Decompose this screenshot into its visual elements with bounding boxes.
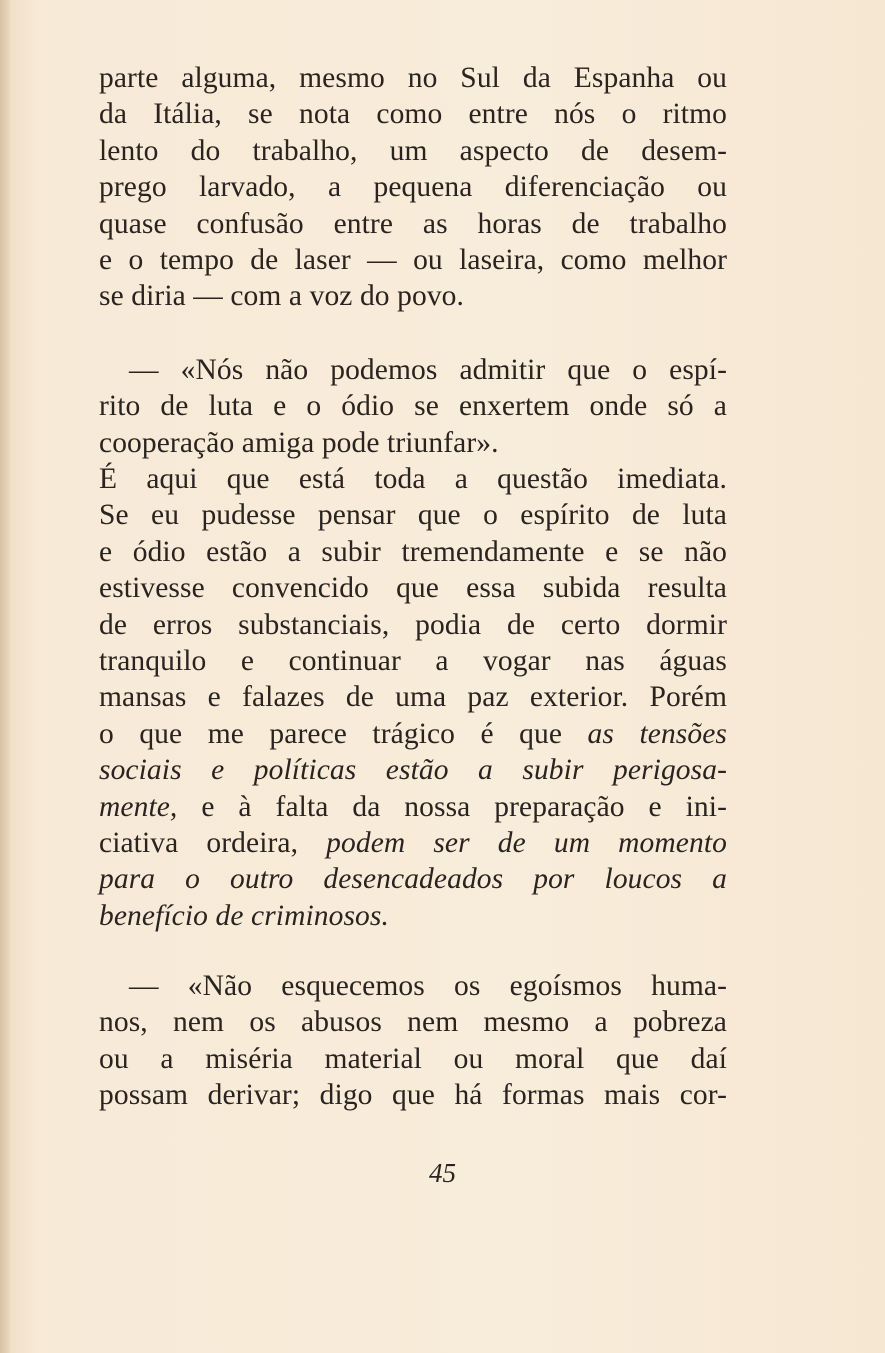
text-roman: e à falta da nossa preparação e ini- [177, 790, 727, 823]
text-line: parte alguma, mesmo no Sul da Espanha ou [99, 62, 727, 94]
text-line: nos, nem os abusos nem mesmo a pobreza [99, 1006, 727, 1039]
text-line-italic: sociais e políticas estão a subir perigosa- [99, 754, 727, 787]
text-line: mansas e falazes de uma paz exterior. Porém [99, 681, 727, 714]
text-line: se diria — com a voz do povo. [99, 280, 465, 313]
text-italic: as tensões [587, 717, 727, 750]
text-line: prego larvado, a pequena diferenciação ou [99, 171, 727, 204]
text-line: rito de luta e o ódio se enxertem onde só a [99, 390, 727, 423]
text-line: ou a miséria material ou moral que daí [99, 1042, 727, 1075]
text-line: possam derivar; digo que há formas mais cor- [99, 1079, 727, 1112]
page-number: 45 [429, 1158, 456, 1188]
text-line-italic: benefício de criminosos. [99, 899, 389, 932]
text-line: cooperação amiga pode triunfar». [99, 426, 499, 459]
text-line: — «Não esquecemos os egoísmos huma- [129, 970, 727, 1002]
text-line-mixed [99, 825, 727, 861]
text-line: tranquilo e continuar a vogar nas águas [99, 644, 727, 677]
text-line: lento do trabalho, um aspecto de desem- [99, 134, 727, 167]
text-line: — «Nós não podemos admitir que o espí- [129, 354, 727, 386]
text-line-mixed [99, 789, 727, 825]
commentary-paragraph [99, 461, 727, 934]
text-line: estivesse convencido que essa subida resulta [99, 572, 727, 605]
text-line: da Itália, se nota como entre nós o ritmo [99, 98, 727, 131]
text-roman: o que me parece trágico é que [99, 717, 588, 750]
text-line-italic: para o outro desencadeados por loucos a [99, 863, 727, 896]
page-edge-shadow [0, 0, 10, 1353]
text-line: É aqui que está toda a questão imediata. [99, 463, 727, 495]
paragraph-continuation [99, 60, 727, 315]
text-italic: podem ser de um momento [326, 826, 727, 859]
text-line: de erros substanciais, podia de certo dormir [99, 608, 727, 641]
text-line: quase confusão entre as horas de trabalho [99, 207, 727, 240]
text-line-mixed [99, 716, 727, 752]
text-line: e o tempo de laser — ou laseira, como melhor [99, 243, 727, 276]
text-line: Se eu pudesse pensar que o espírito de luta [99, 499, 727, 532]
text-italic: mente, [99, 790, 178, 823]
text-line: e ódio estão a subir tremendamente e se não [99, 535, 727, 568]
quote-paragraph-1 [99, 352, 727, 461]
quote-paragraph-2 [99, 968, 727, 1114]
text-roman: ciativa ordeira, [99, 826, 327, 859]
